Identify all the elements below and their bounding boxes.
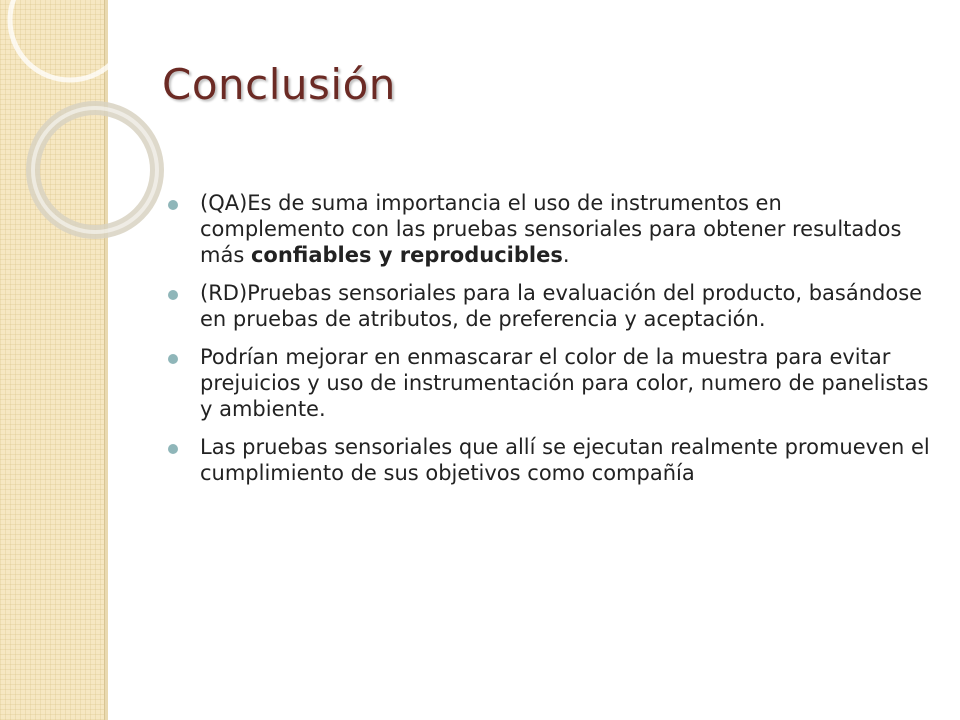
bullet-dot-icon <box>168 354 178 364</box>
bullet-item-2 <box>162 280 932 332</box>
bullet-dot-icon <box>168 290 178 300</box>
bullet-item-1 <box>162 190 932 268</box>
bullet-text: Podrían mejorar en enmascarar el color de la muestra para evitar prejuicios y uso de instrumentación para color, numero de panelistas y ambiente. <box>200 345 929 421</box>
bullet-list <box>162 190 932 498</box>
bullet-text: (RD)Pruebas sensoriales para la evaluación del producto, basándose en pruebas de atributos, de preferencia y aceptación. <box>200 281 923 331</box>
bullet-dot-icon <box>168 444 178 454</box>
slide-title: Conclusión <box>162 60 396 109</box>
bullet-bold-text: confiables y reproducibles <box>250 243 563 267</box>
bullet-text-end: . <box>562 243 570 267</box>
bullet-text: (QA)Es de suma importancia el uso de instrumentos en complemento con las pruebas sensoriales para obtener resultados más <box>200 191 902 267</box>
bullet-text: Las pruebas sensoriales que allí se ejecutan realmente promueven el cumplimiento de sus objetivos como compañía <box>200 435 930 485</box>
decorative-circles <box>0 0 140 260</box>
bullet-item-4 <box>162 434 932 486</box>
bullet-item-3 <box>162 344 932 422</box>
bullet-dot-icon <box>168 200 178 210</box>
